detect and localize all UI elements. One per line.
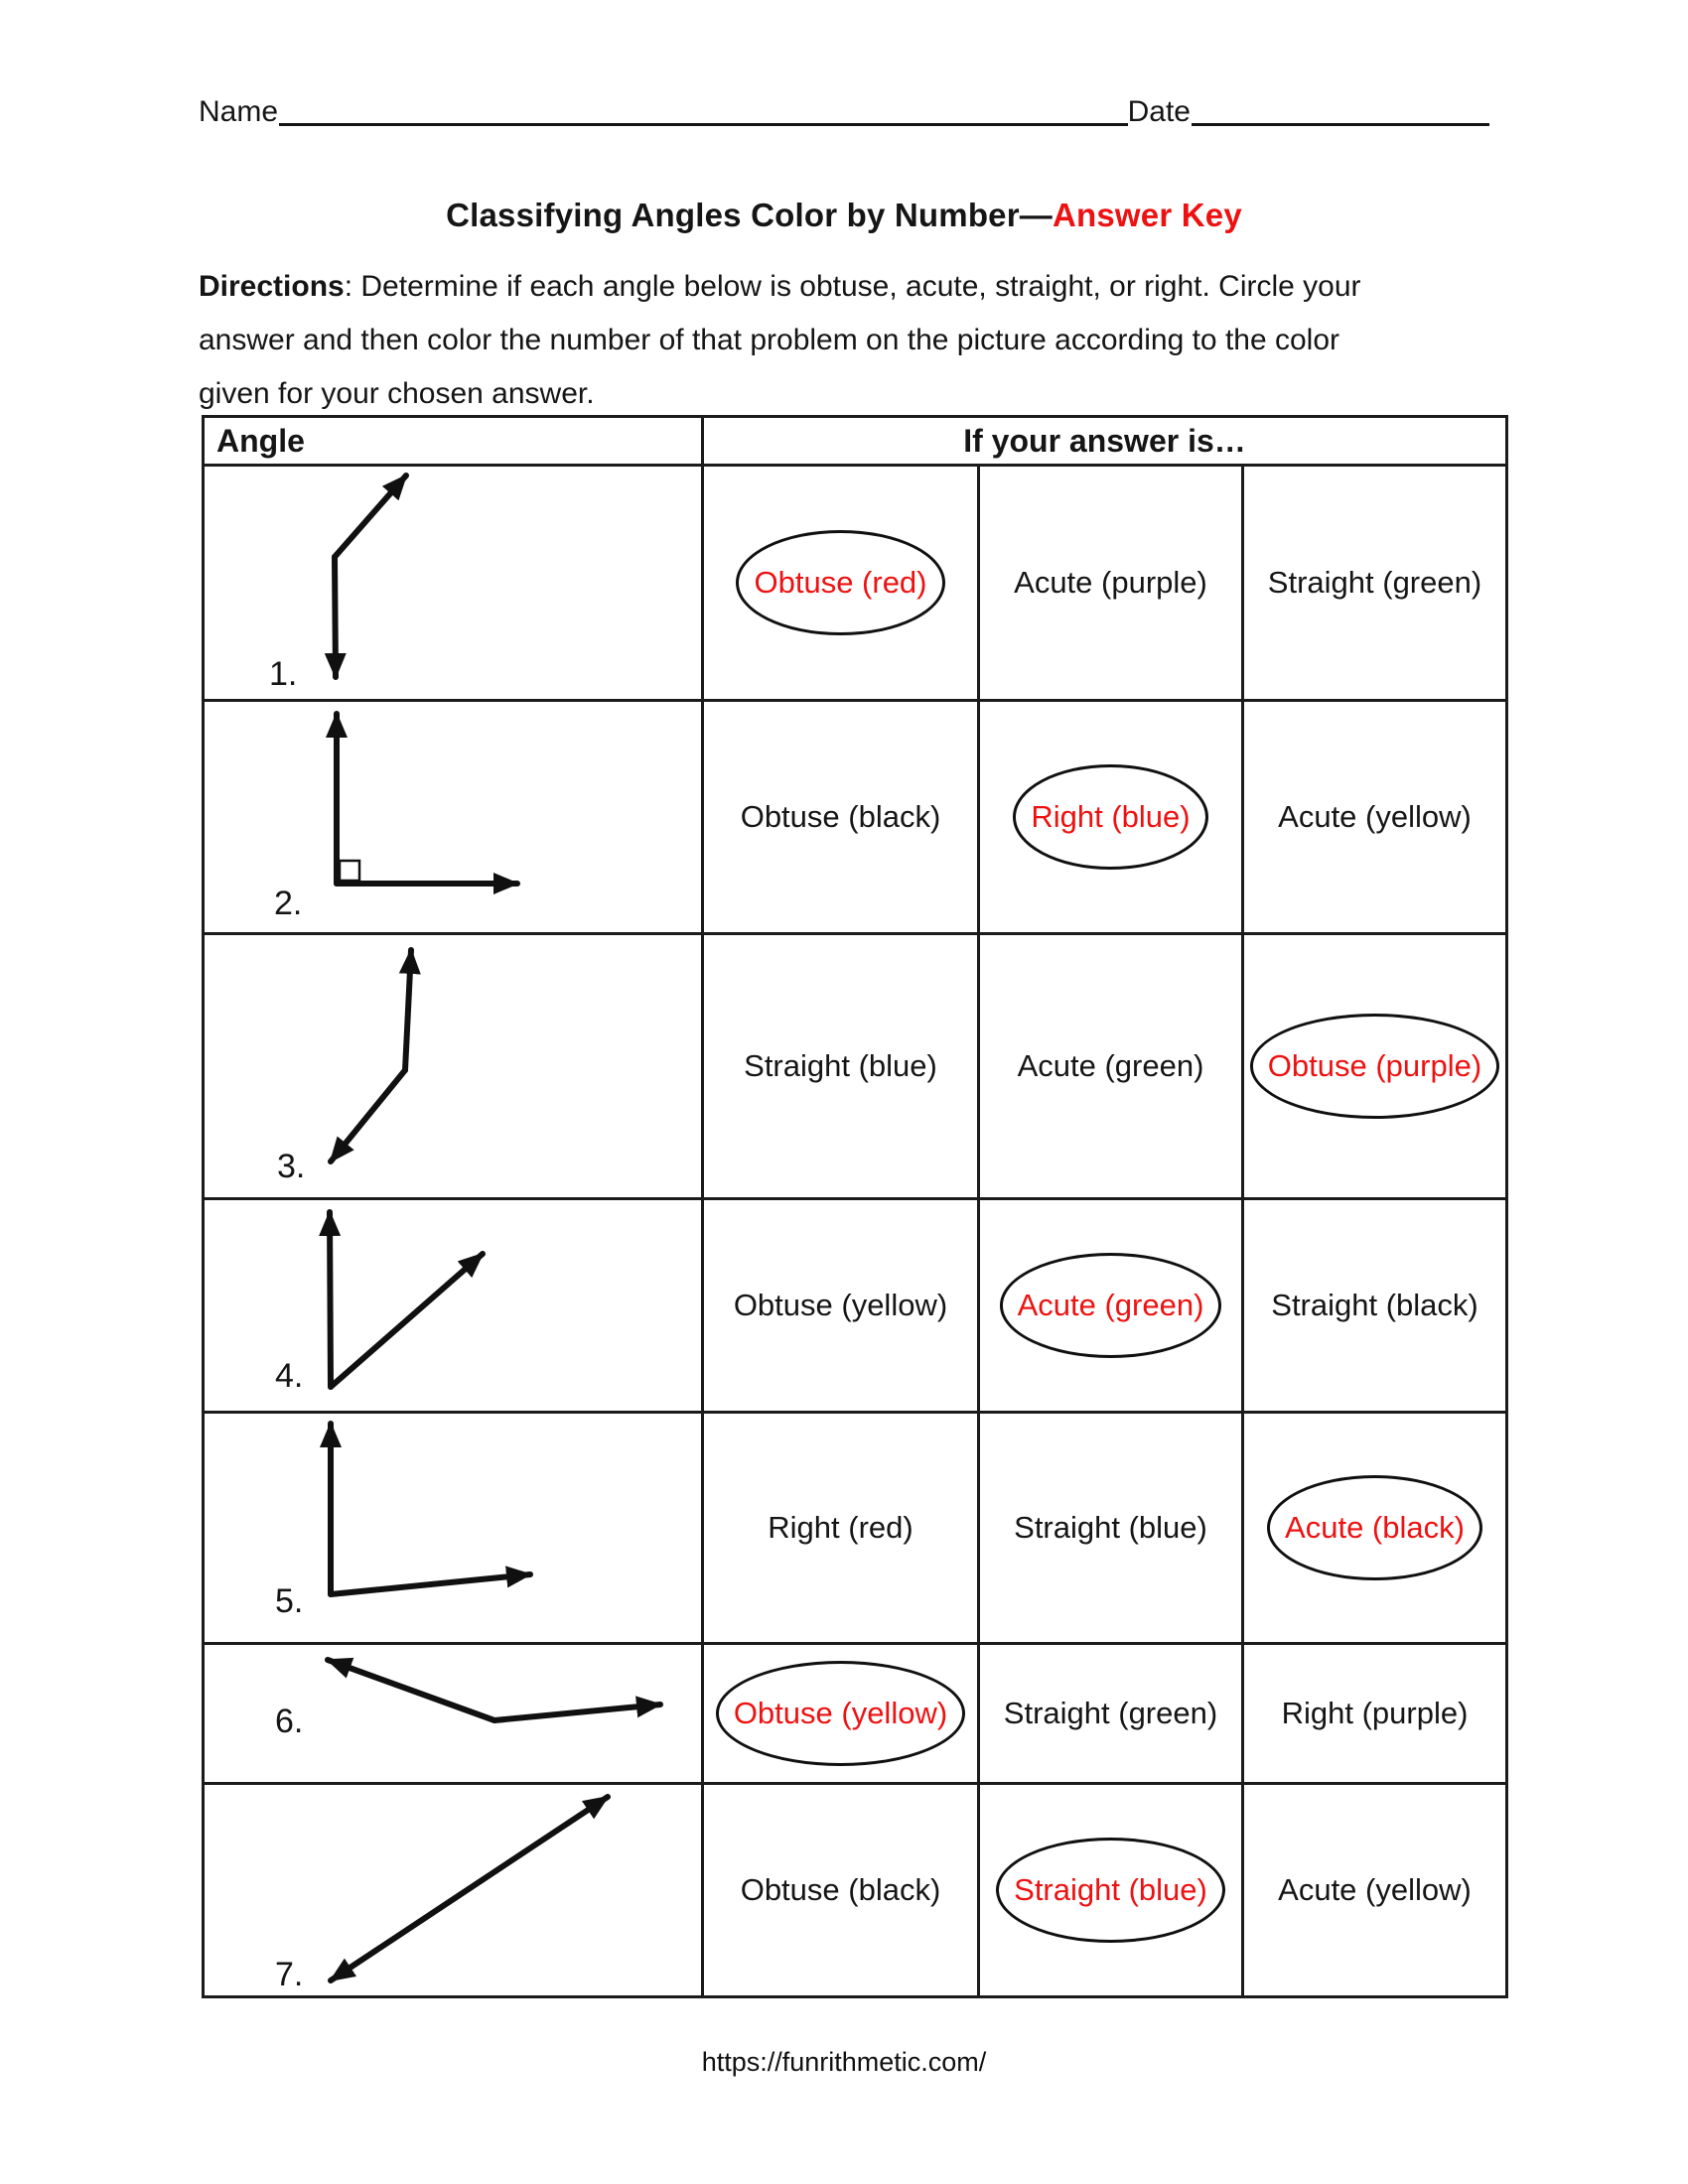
problem-number: 4. — [275, 1357, 304, 1395]
answer-option-circled: Obtuse (purple) — [1250, 1014, 1499, 1119]
problem-number: 5. — [275, 1582, 304, 1620]
angle-cell — [204, 466, 703, 701]
answers-column-header: If your answer is… — [703, 417, 1507, 466]
answer-cell — [979, 466, 1243, 701]
answer-cell — [979, 1644, 1243, 1784]
answer-cell — [1243, 934, 1507, 1199]
table-row — [204, 1199, 1507, 1413]
answer-cell — [703, 1644, 979, 1784]
answer-option-circled: Acute (black) — [1267, 1475, 1482, 1580]
answer-option-circled: Straight (blue) — [996, 1838, 1225, 1943]
answer-cell — [703, 1199, 979, 1413]
answer-cell — [703, 1784, 979, 1997]
answer-cell — [703, 1413, 979, 1644]
answer-option-circled: Obtuse (yellow) — [716, 1661, 965, 1766]
angles-table — [202, 415, 1508, 1998]
answer-cell — [979, 1784, 1243, 1997]
page-title — [0, 197, 1688, 234]
problem-number: 3. — [277, 1148, 306, 1185]
angle-cell — [204, 1784, 703, 1997]
answer-cell — [703, 934, 979, 1199]
angle-cell — [204, 934, 703, 1199]
table-row — [204, 466, 1507, 701]
answer-cell — [979, 1199, 1243, 1413]
table-row — [204, 701, 1507, 934]
angle-cell — [204, 1199, 703, 1413]
directions-line-2: answer and then color the number of that problem on the picture according to the color — [199, 324, 1340, 356]
date-blank-line — [1192, 122, 1489, 126]
answer-cell — [703, 466, 979, 701]
angle-cell — [204, 701, 703, 934]
answer-cell — [979, 1413, 1243, 1644]
answer-cell — [979, 701, 1243, 934]
answer-option: Straight (green) — [1267, 565, 1482, 600]
answer-option: Straight (green) — [1003, 1696, 1218, 1730]
answer-option-circled: Acute (green) — [1000, 1253, 1222, 1358]
answer-key-label: Answer Key — [1052, 197, 1242, 233]
answer-cell — [1243, 1784, 1507, 1997]
answer-cell — [703, 701, 979, 934]
answer-cell — [1243, 466, 1507, 701]
table-row — [204, 1413, 1507, 1644]
name-blank-line — [279, 122, 1128, 126]
table-header-row — [204, 417, 1507, 466]
right-angle-marker — [340, 861, 359, 881]
angle-cell — [204, 1413, 703, 1644]
answer-cell — [1243, 1644, 1507, 1784]
table-row — [204, 934, 1507, 1199]
answer-option: Acute (yellow) — [1278, 799, 1472, 834]
date-label: Date — [1127, 95, 1191, 128]
answer-option: Obtuse (black) — [740, 799, 941, 834]
directions-line-1: Directions: Determine if each angle below is obtuse, acute, straight, or right. Circle your — [199, 270, 1361, 303]
answer-option: Right (purple) — [1281, 1696, 1469, 1730]
answer-option: Straight (blue) — [1014, 1510, 1207, 1545]
answer-cell — [1243, 1413, 1507, 1644]
directions-label: Directions — [199, 270, 345, 303]
title-main: Classifying Angles Color by Number— — [446, 197, 1053, 233]
answer-option: Acute (yellow) — [1278, 1872, 1472, 1907]
angle-column-header: Angle — [204, 417, 703, 466]
directions-line-3: given for your chosen answer. — [199, 377, 595, 410]
answer-option-circled: Obtuse (red) — [736, 530, 944, 635]
table-row — [204, 1644, 1507, 1784]
angle-cell — [204, 1644, 703, 1784]
answer-option: Acute (green) — [1017, 1048, 1204, 1083]
answer-option: Straight (blue) — [744, 1048, 937, 1083]
table-body — [204, 466, 1507, 1997]
answer-cell — [1243, 701, 1507, 934]
name-label: Name — [199, 95, 279, 128]
problem-number: 7. — [275, 1956, 304, 1993]
answer-option: Acute (purple) — [1014, 565, 1207, 600]
problem-number: 1. — [269, 655, 298, 693]
directions — [199, 260, 1519, 421]
problem-number: 2. — [274, 885, 303, 922]
name-date-line — [199, 95, 1489, 128]
answer-cell — [979, 934, 1243, 1199]
answer-cell — [1243, 1199, 1507, 1413]
table-row — [204, 1784, 1507, 1997]
answer-option-circled: Right (blue) — [1013, 764, 1207, 870]
problem-number: 6. — [275, 1703, 304, 1740]
answer-option: Right (red) — [768, 1510, 914, 1545]
footer-url: https://funrithmetic.com/ — [701, 2047, 987, 2077]
answer-option: Straight (black) — [1271, 1288, 1478, 1322]
answer-option: Obtuse (yellow) — [733, 1288, 948, 1322]
answer-option: Obtuse (black) — [740, 1872, 941, 1907]
